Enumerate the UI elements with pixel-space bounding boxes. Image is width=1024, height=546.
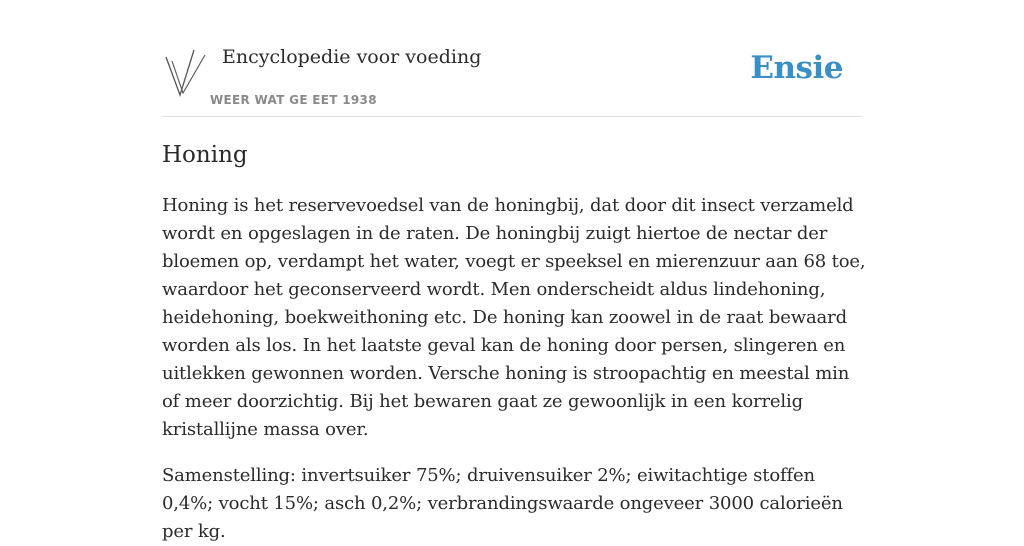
article-title: Honing	[162, 142, 248, 168]
article-paragraph: Honing is het reservevoedsel van de honingbij, dat door dit insect verzameld wordt en opgeslagen in de raten. De honingbij zuigt hiertoe de nectar der bloemen op, verdampt het water, voegt er speeksel en mierenzuur aan 68 toe, waardoor het geconserveerd wordt. Men onderscheidt aldus lindehoning, heidehoning, boekweithoning etc. De honing kan zoowel in de raat bewaard worden als los. In het laatste geval kan de honing door persen, slingeren en uitlekken gewonnen worden. Versche honing is stroopachtig en meestal min of meer doorzichtig. Bij het bewaren gaat ze gewoonlijk in een korrelig kristallijne massa over.	[162, 195, 866, 440]
encyclopedia-title[interactable]: Encyclopedie voor voeding	[222, 46, 482, 68]
encyclopedia-subtitle: WEER WAT GE EET 1938	[210, 93, 377, 107]
article	[162, 138, 867, 546]
header	[162, 40, 862, 117]
article-paragraph: Samenstelling: invertsuiker 75%; druivensuiker 2%; eiwitachtige stoffen 0,4%; vocht 15%; asch 0,2%; verbrandingswaarde ongeveer 3000 calorieën per kg.	[162, 465, 843, 542]
ensie-brand-link[interactable]: Ensie	[750, 50, 843, 86]
v-logo-icon[interactable]	[165, 49, 207, 97]
